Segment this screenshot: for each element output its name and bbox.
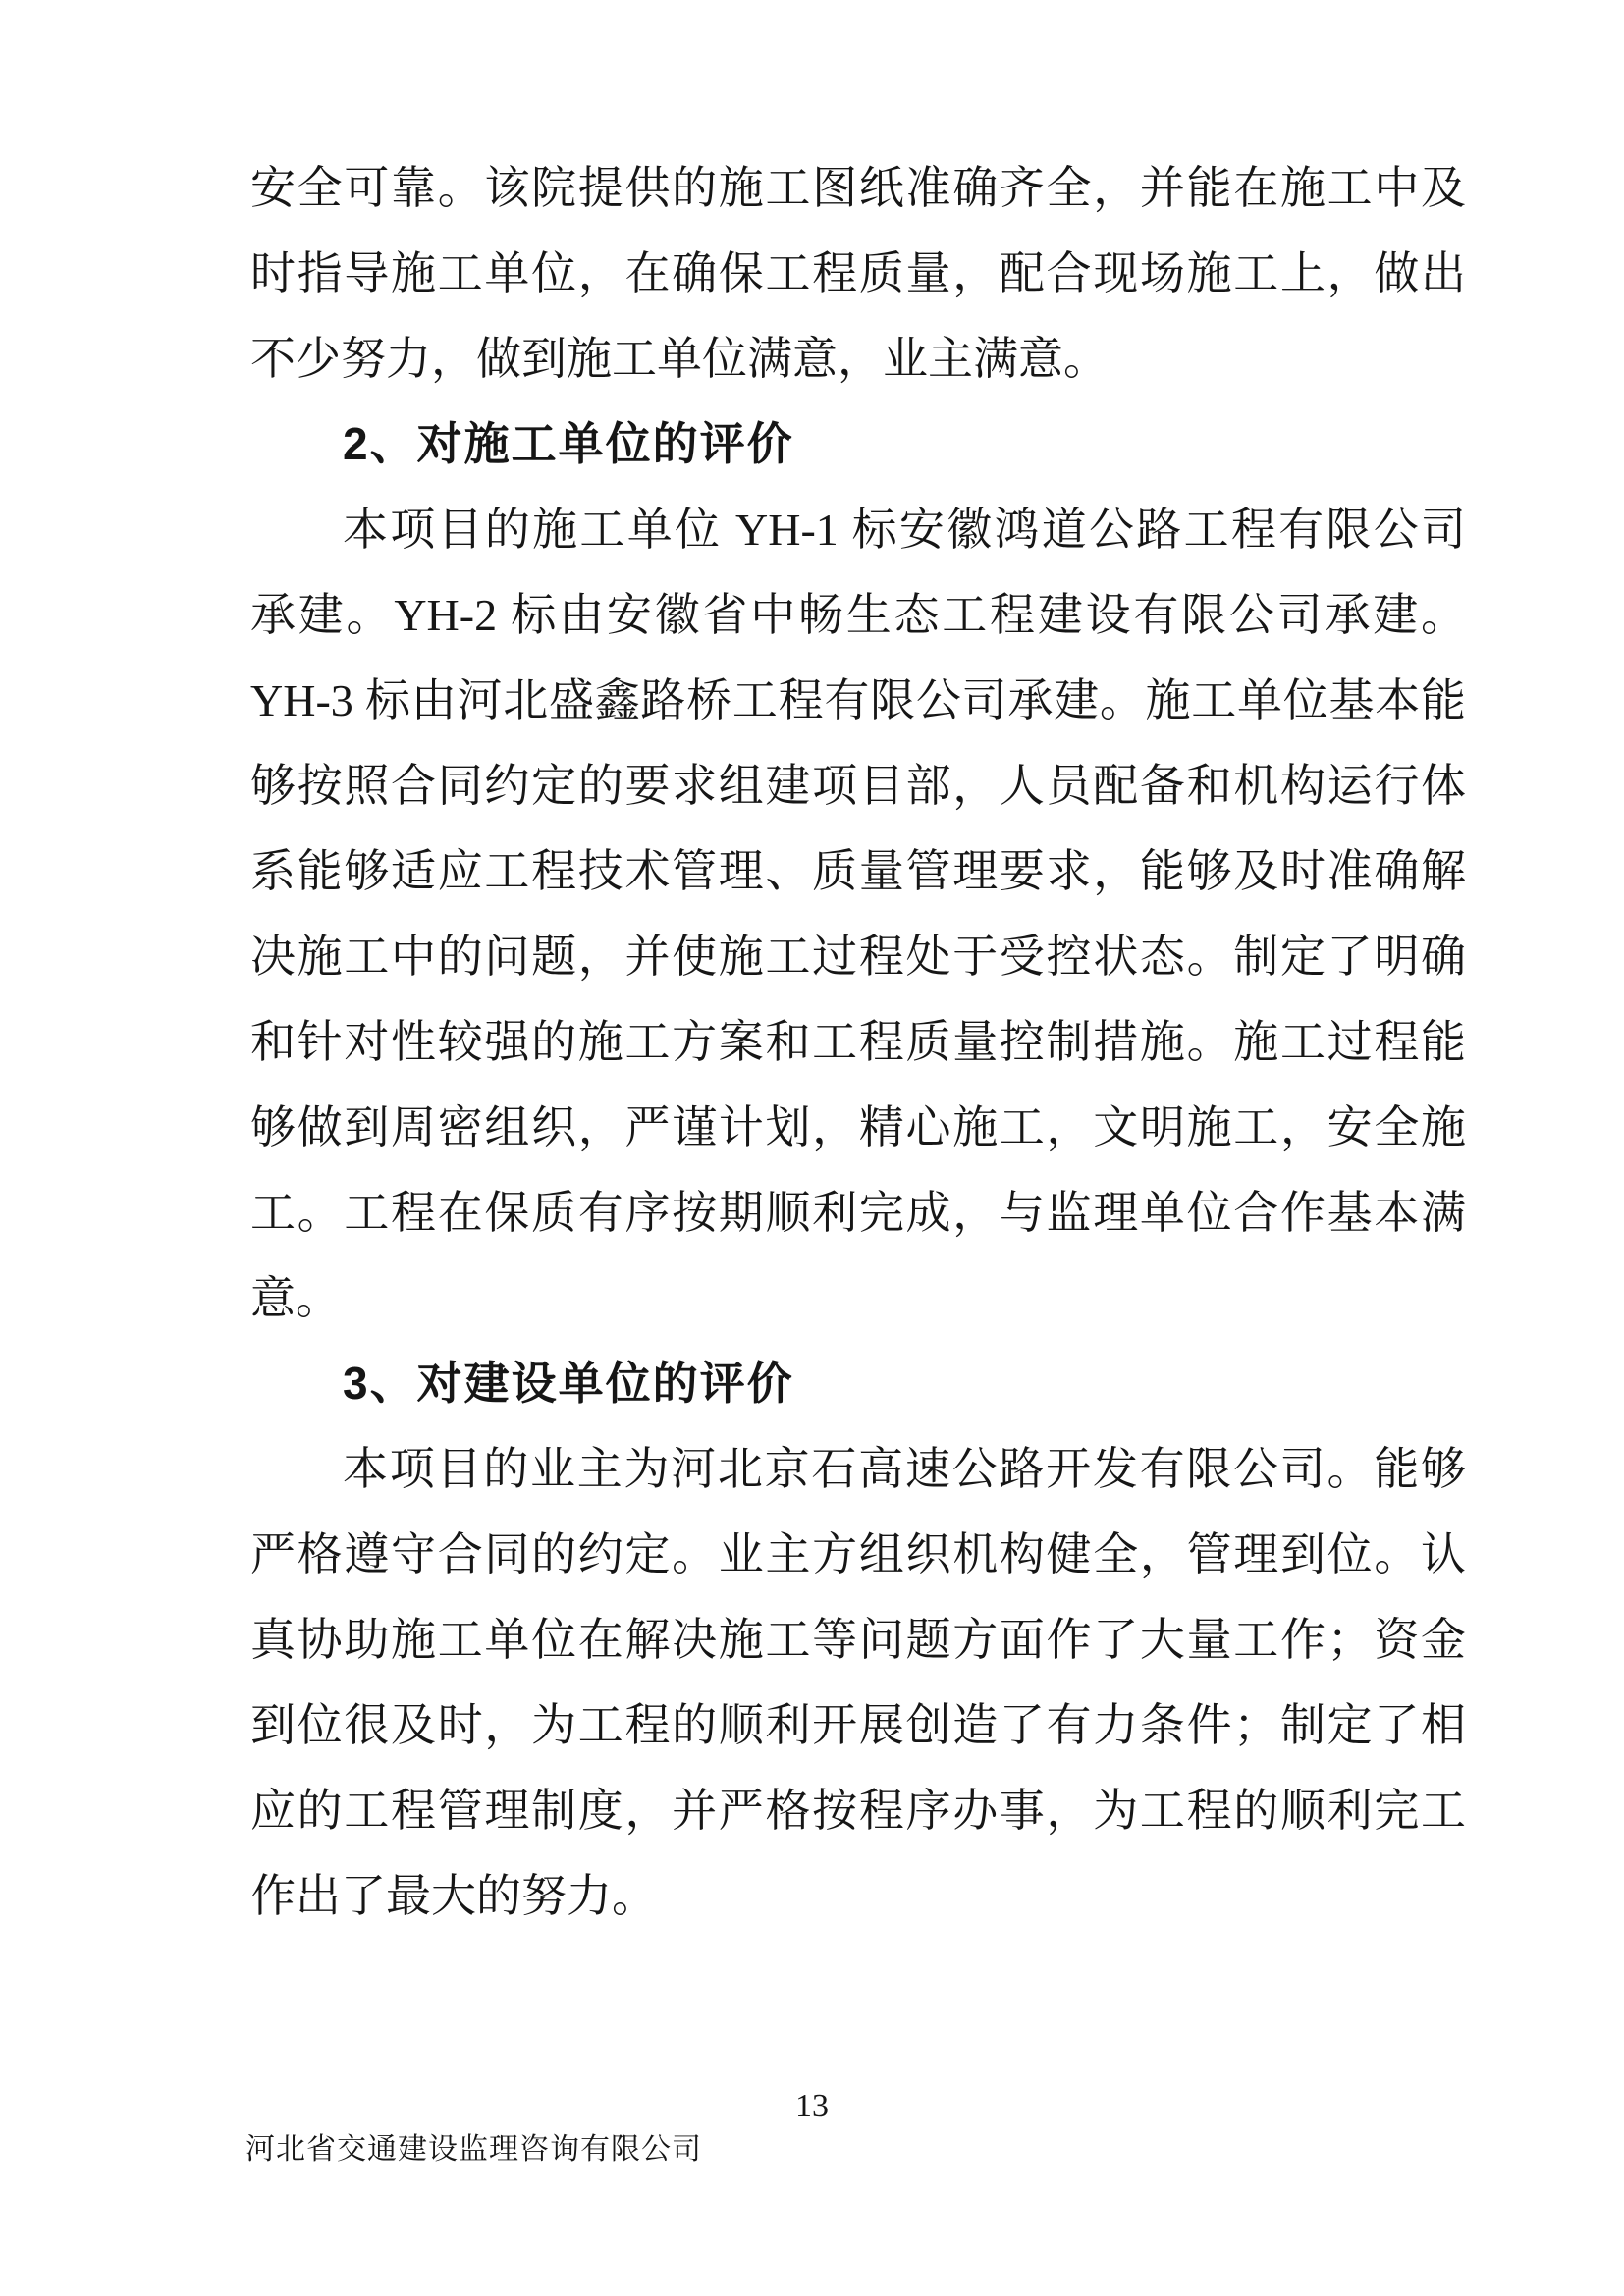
paragraph-line: 不少努力，做到施工单位满意，业主满意。 [250,334,1109,384]
paragraph-line: 真协助施工单位在解决施工等问题方面作了大量工作；资金 [250,1615,1466,1665]
paragraph-line: 承建。YH-2 标由安徽省中畅生态工程建设有限公司承建。 [250,590,1466,640]
section-heading-owner-evaluation: 3、对建设单位的评价 [343,1358,794,1409]
paragraph-line: 够做到周密组织，严谨计划，精心施工，文明施工，安全施 [250,1102,1466,1152]
paragraph-line: 系能够适应工程技术管理、质量管理要求，能够及时准确解 [250,846,1466,896]
paragraph-line: 安全可靠。该院提供的施工图纸准确齐全，并能在施工中及 [250,163,1466,213]
paragraph-line: YH-3 标由河北盛鑫路桥工程有限公司承建。施工单位基本能 [250,675,1466,725]
paragraph-line: 意。 [250,1273,341,1323]
paragraph-line: 本项目的施工单位 YH-1 标安徽鸿道公路工程有限公司 [343,505,1466,555]
paragraph-line: 本项目的业主为河北京石高速公路开发有限公司。能够 [343,1444,1466,1494]
paragraph-line: 时指导施工单位，在确保工程质量，配合现场施工上，做出 [250,248,1466,298]
page-number: 13 [795,2088,829,2124]
paragraph-line: 和针对性较强的施工方案和工程质量控制措施。施工过程能 [250,1017,1466,1067]
section-heading-construction-unit-evaluation: 2、对施工单位的评价 [343,418,794,469]
paragraph-line: 到位很及时，为工程的顺利开展创造了有力条件；制定了相 [250,1700,1466,1750]
footer-company-name: 河北省交通建设监理咨询有限公司 [245,2133,702,2165]
paragraph-line: 应的工程管理制度，并严格按程序办事，为工程的顺利完工 [250,1786,1466,1836]
paragraph-line: 够按照合同约定的要求组建项目部，人员配备和机构运行体 [250,761,1466,811]
document-body [250,145,1466,1939]
paragraph-line: 工。工程在保质有序按期顺利完成，与监理单位合作基本满 [250,1188,1466,1238]
paragraph-line: 决施工中的问题，并使施工过程处于受控状态。制定了明确 [250,932,1466,982]
paragraph-line: 作出了最大的努力。 [250,1871,657,1921]
paragraph-line: 严格遵守合同的约定。业主方组织机构健全，管理到位。认 [250,1529,1466,1579]
